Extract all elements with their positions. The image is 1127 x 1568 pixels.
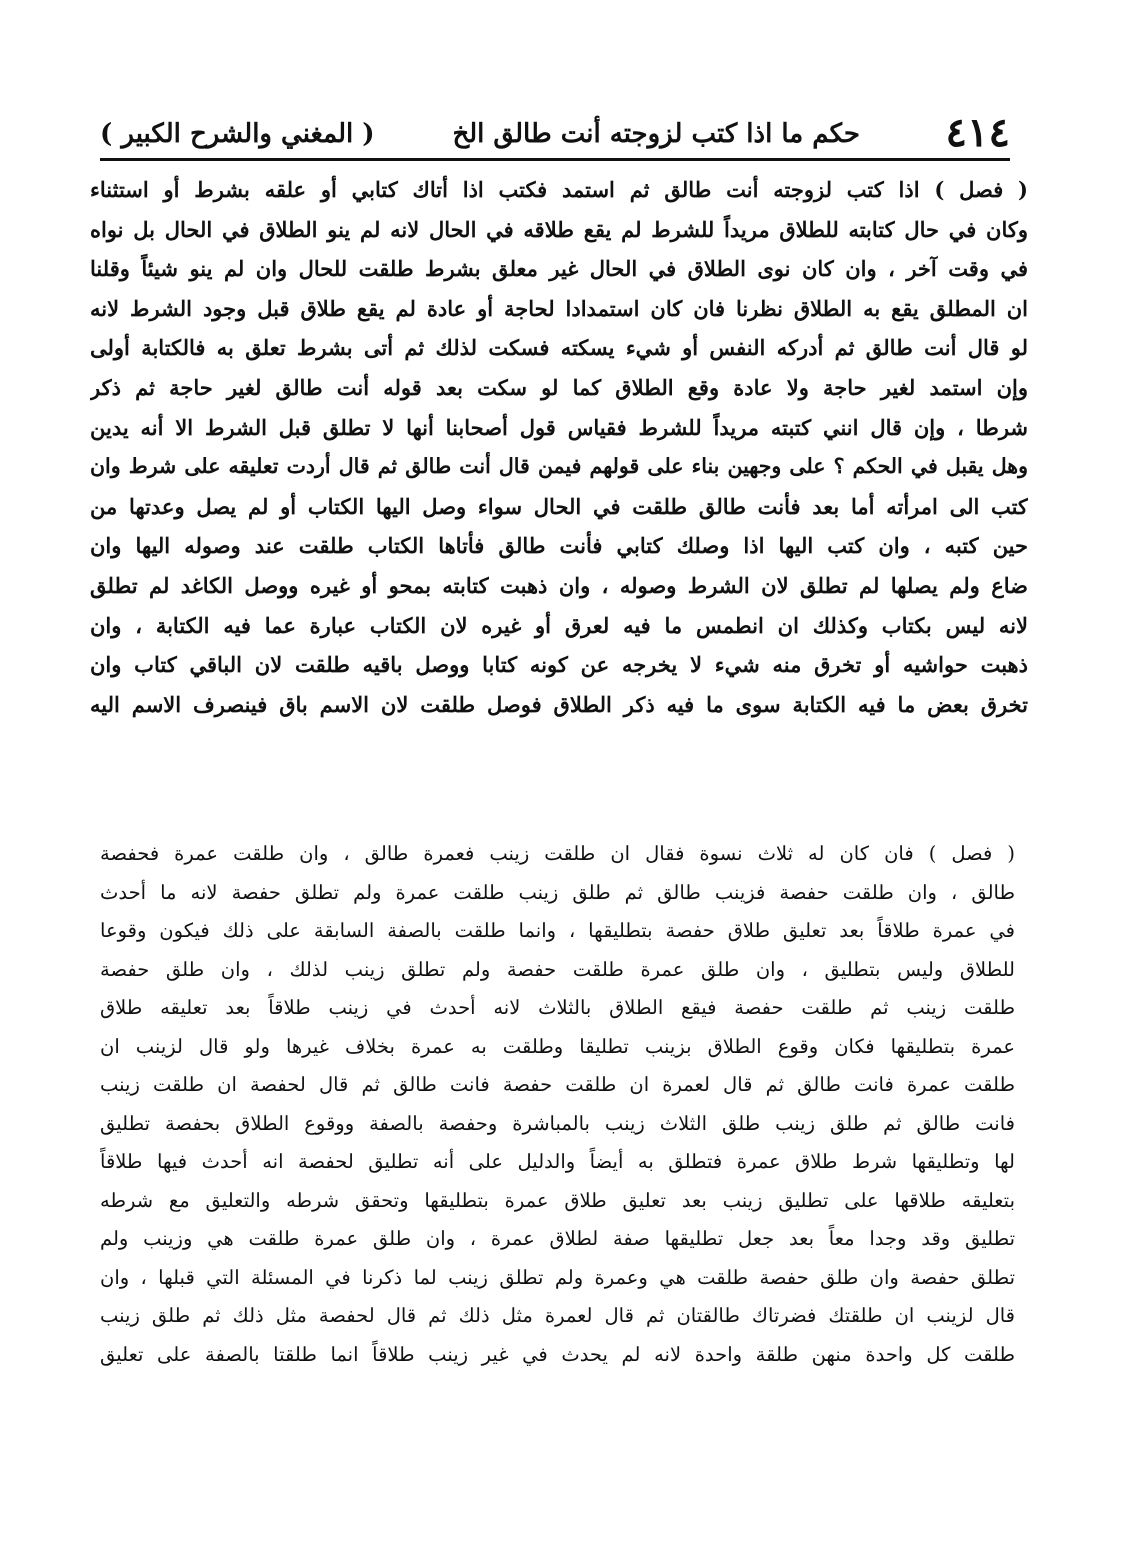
text-line: تخرق بعض ما فيه الكتابة سوى ما فيه ذكر الطلاق فوصل طلقت لان الاسم باق فينصرف الاسم اليه [90, 691, 1028, 717]
main-text-section [90, 170, 1028, 724]
text-line: لو قال أنت طالق ثم أدركه النفس أو شيء يسكته فسكت لذلك ثم أتى بشرط تعلق به فالكتابة أولى [90, 335, 1028, 361]
text-line: وإن استمد لغير حاجة ولا عادة وقع الطلاق كما لو سكت بعد قوله أنت طالق لغير حاجة ثم ذكر [90, 374, 1028, 400]
text-line: للطلاق وليس بتطليق ، وان طلق عمرة طلقت حفصة ولم تطلق زينب لذلك ، وان طلق حفصة [100, 957, 1015, 981]
text-line: في عمرة طلاقاً بعد تعليق طلاق حفصة بتطليقها ، وانما طلقت بالصفة السابقة على ذلك فيكون وقوعا [100, 919, 1015, 942]
text-line: في وقت آخر ، وان كان نوى الطلاق في الحال غير معلق بشرط طلقت للحال وان لم ينو شيئاً وقلنا [90, 256, 1028, 282]
text-line: لانه ليس بكتاب وكذلك ان انطمس ما فيه لعرق أو غيره لان الكتاب عبارة عما فيه الكتابة ، وان [90, 612, 1028, 638]
text-line: طلقت زينب ثم طلقت حفصة فيقع الطلاق بالثلاث لانه أحدث في زينب طلاقاً بعد تعليقه طلاق [100, 996, 1015, 1019]
text-line: ذهبت حواشيه أو تخرق منه شيء لا يخرجه عن كونه كتابا ووصل باقيه طلقت لان الباقي كتاب وان [90, 652, 1028, 678]
text-line: ضاع ولم يصلها لم تطلق لان الشرط وصوله ، وان ذهبت كتابته بمحو أو غيره ووصل الكاغد لم تطلق [90, 572, 1028, 598]
text-line: وهل يقبل في الحكم ؟ على وجهين بناء على قولهم فيمن قال أنت طالق ثم قال أردت تعليقه على شرط وان [90, 454, 1028, 479]
commentary-section [100, 835, 1015, 1374]
text-line: ان المطلق يقع به الطلاق نظرنا فان كان استمدادا لحاجة أو عادة لم يقع طلاق قبل وجود الشرط لانه [90, 295, 1028, 321]
page-number: ٤١٤ [945, 109, 1010, 156]
text-line: طالق ، وان طلقت حفصة فزينب طالق ثم طلق زينب طلقت عمرة ولم تطلق حفصة لانه ما أحدث [100, 880, 1015, 904]
text-line: كتب الى امرأته أما بعد فأنت طالق طلقت في الحال سواء وصل اليها الكتاب أو لم يصل وعدتها من [90, 493, 1028, 519]
text-line: قال لزينب ان طلقتك فضرتاك طالقتان ثم قال لعمرة مثل ذلك ثم قال لحفصة مثل ذلك ثم طلق زينب [100, 1304, 1015, 1327]
running-title: حكم ما اذا كتب لزوجته أنت طالق الخ [452, 119, 860, 149]
text-line: فانت طالق ثم طلق زينب طلق الثلاث زينب بالمباشرة وحفصة بالصفة ووقوع الطلاق بحفصة تطليق [100, 1111, 1015, 1135]
text-line: بتعليقه طلاقها على تطليق زينب بعد تعليق طلاق عمرة بتطليقها وتحقق شرطه والتعليق مع شرطه [100, 1188, 1015, 1212]
text-line: عمرة بتطليقها فكان وقوع الطلاق بزينب تطليقا وطلقت به عمرة بخلاف غيرها ولو قال لزينب ان [100, 1034, 1015, 1058]
header-divider [100, 158, 1010, 161]
text-line: طلقت كل واحدة منهن طلقة واحدة لانه لم يحدث في غير زينب طلاقاً انما طلقتا بالصفة على تعليق [100, 1342, 1015, 1366]
text-line: حين كتبه ، وان كتب اليها اذا وصلك كتابي فأنت طالق فأتاها الكتاب طلقت عند وصوله اليها وان [90, 533, 1028, 559]
text-line: شرطا ، وإن قال انني كتبته مريداً للشرط فقياس قول أصحابنا أنها لا تطلق قبل الشرط الا أنه يدين [90, 414, 1028, 440]
page-header [100, 108, 1010, 160]
book-title: ( المغني والشرح الكبير ) [100, 119, 375, 149]
text-line: ( فصل ) فان كان له ثلاث نسوة فقال ان طلقت زينب فعمرة طالق ، وان طلقت عمرة فحفصة [100, 842, 1015, 865]
text-line: طلقت عمرة فانت طالق ثم قال لعمرة ان طلقت حفصة فانت طالق ثم قال لحفصة ان طلقت زينب [100, 1073, 1015, 1096]
text-line: وكان في حال كتابته للطلاق مريداً للشرط لم يقع طلاقه في الحال لانه لم ينو الطلاق في الحال بل نواه [90, 216, 1028, 242]
text-line: لها وتطليقها شرط طلاق عمرة فتطلق به أيضاً والدليل على أنه تطليق لحفصة انه أحدث فيها طلاقاً [100, 1150, 1015, 1173]
text-line: تطليق وقد وجدا معاً بعد جعل تطليقها صفة لطلاق عمرة ، وان طلق عمرة طلقت هي وزينب ولم [100, 1227, 1015, 1250]
text-line: تطلق حفصة وان طلق حفصة طلقت هي وعمرة ولم تطلق زينب لما ذكرنا في المسئلة التي قبلها ، وان [100, 1265, 1015, 1289]
text-line: ( فصل ) اذا كتب لزوجته أنت طالق ثم استمد فكتب اذا أتاك كتابي أو علقه بشرط أو استثناء [90, 177, 1028, 202]
